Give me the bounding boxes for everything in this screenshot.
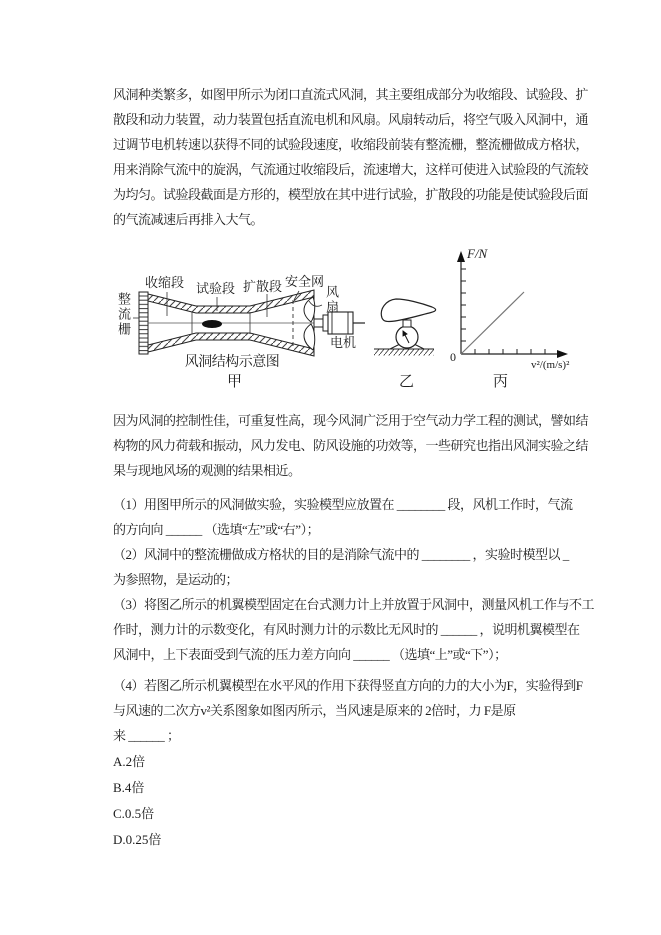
figure-tag-yi: 乙 xyxy=(399,374,415,390)
label-test-section: 试验段 xyxy=(196,281,236,296)
text-line: 过调节电机转速以获得不同的试验段速度，收缩段前装有整流栅，整流栅做成方格状， xyxy=(113,137,589,152)
x-axis-ticks xyxy=(475,349,545,354)
question-1 xyxy=(113,492,583,542)
fan-blade-bottom xyxy=(304,324,315,350)
options-list xyxy=(113,749,583,853)
force-velocity-graph xyxy=(457,251,568,358)
body-paragraph xyxy=(113,408,589,483)
graph-x-axis-label: v²/(m/s)² xyxy=(531,359,570,371)
option-item: D.0.25倍 xyxy=(113,832,162,847)
data-line xyxy=(461,292,524,354)
motor-shaft xyxy=(314,319,323,327)
question-line: （3）将图乙所示的机翼模型固定在台式测力计上并放置于风洞中，测量风机工作与不工 xyxy=(113,597,595,612)
fan-blade-top xyxy=(304,297,315,322)
option-item: B.4倍 xyxy=(113,780,145,795)
text-line: 风洞种类繁多，如图甲所示为闭口直流式风洞，其主要组成部分为收缩段、试验段、扩 xyxy=(113,87,589,102)
question-line: 为参照物，是运动的； xyxy=(113,572,239,587)
rectifier-grid-bar xyxy=(139,292,148,354)
test-model-ellipse xyxy=(202,320,222,328)
airfoil-gauge-diagram xyxy=(374,299,436,356)
question-line: 与风速的二次方v²关系图象如图丙所示，当风速是原来的 2倍时，力 F是原 xyxy=(113,703,516,718)
question-line: （4）若图乙所示机翼模型在水平风的作用下获得竖直方向的力的大小为F，实验得到F xyxy=(113,678,583,693)
airfoil-model xyxy=(381,299,435,322)
ground-hatch xyxy=(374,350,434,356)
label-motor: 电机 xyxy=(330,335,357,350)
y-axis-ticks xyxy=(461,269,466,341)
gauge-dial xyxy=(396,326,418,348)
x-axis-arrow xyxy=(557,350,568,358)
figure-tag-jia: 甲 xyxy=(227,374,243,390)
text-line: 因为风洞的控制性佳，可重复性高，现今风洞广泛用于空气动力学工程的测试，譬如结 xyxy=(113,413,589,428)
text-line: 构物的风力荷载和振动，风力发电、防风设施的功效等，一些研究也指出风洞实验之结 xyxy=(113,438,589,453)
model-post xyxy=(403,320,411,327)
label-fan: 风扇 xyxy=(324,285,339,315)
question-line: 作时，测力计的示数变化，有风时测力计的示数比无风时的 ______ ，说明机翼模型在 xyxy=(113,622,580,637)
figure-tag-bing: 丙 xyxy=(493,374,509,390)
text-line: 果与现地风场的观测的结果相近。 xyxy=(113,463,301,478)
label-contraction-section: 收缩段 xyxy=(145,275,185,290)
graph-y-axis-label: F/N xyxy=(467,246,488,261)
question-2 xyxy=(113,542,583,592)
label-safety-net: 安全网 xyxy=(285,274,325,289)
question-line: 风洞中，上下表面受到气流的压力差方向向 ______ （选填“上”或“下”）； xyxy=(113,647,507,662)
question-4 xyxy=(113,673,583,748)
option-item: A.2倍 xyxy=(113,754,146,769)
graph-origin-label: 0 xyxy=(450,350,456,364)
question-line: 来 ______ ； xyxy=(113,728,180,743)
y-axis-arrow xyxy=(457,251,465,262)
text-line: 用来消除气流中的旋涡，气流通过收缩段后，流速增大，这样可使进入试验段的气流较 xyxy=(113,162,589,177)
figure-caption: 风洞结构示意图 xyxy=(184,355,280,370)
label-diffuser-section: 扩散段 xyxy=(243,279,283,294)
question-3 xyxy=(113,592,595,667)
question-line: 的方向向 ______ （选填“左”或“右”）； xyxy=(113,522,320,537)
motor-flange xyxy=(323,315,328,331)
option-item: C.0.5倍 xyxy=(113,806,155,821)
label-rectifier-grid: 整流栅 xyxy=(116,292,131,337)
question-line: （2）风洞中的整流栅做成方格状的目的是消除气流中的 ________ ，实验时模型以 _ xyxy=(113,547,569,562)
text-line: 的气流减速后再排入大气。 xyxy=(113,212,264,227)
question-line: （1）用图甲所示的风洞做实验，实验模型应放置在 ________ 段，风机工作时，气流 xyxy=(113,497,573,512)
text-line: 为均匀。试验段截面是方形的，模型放在其中进行试验，扩散段的功能是使试验段后面 xyxy=(113,187,589,202)
tunnel-bottom-wall xyxy=(148,333,314,356)
text-line: 散段和动力装置，动力装置包括直流电机和风扇。风扇转动后，将空气吸入风洞中，通 xyxy=(113,112,589,127)
